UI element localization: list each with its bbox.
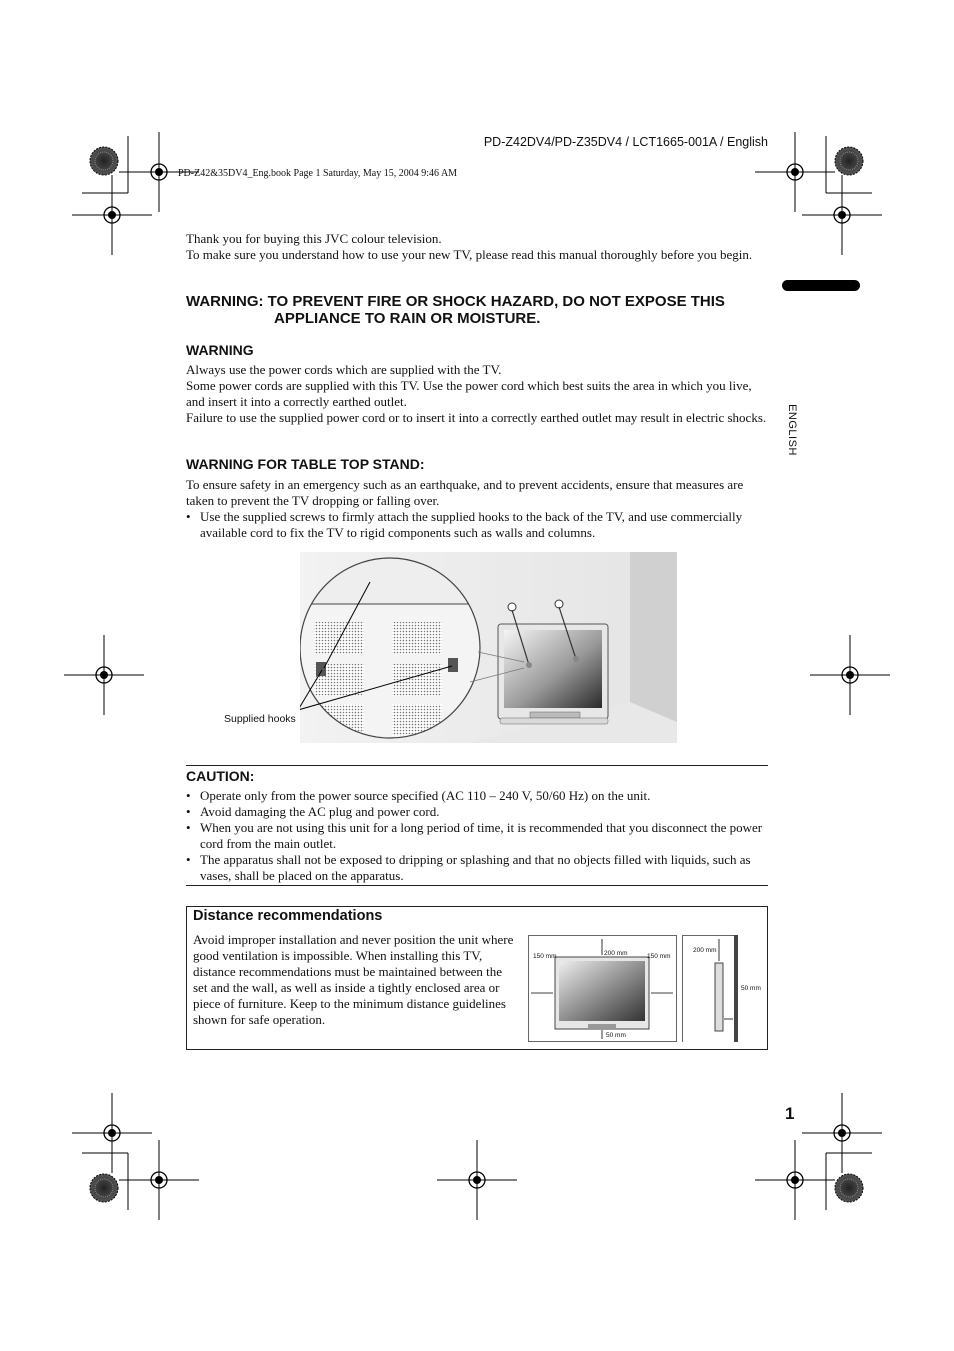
caution-list — [186, 788, 768, 884]
intro-line-2: To make sure you understand how to use your new TV, please read this manual thoroughly before you begin. — [186, 247, 753, 262]
side-back-label: 50 mm — [741, 985, 761, 992]
front-left-label: 150 mm — [533, 953, 557, 960]
main-warning-line-2: APPLIANCE TO RAIN OR MOISTURE. — [274, 310, 541, 327]
caution-item: • When you are not using this unit for a long period of time, it is recommended that you disconnect the power cord from the main outlet. — [186, 820, 768, 852]
warning-p1: Always use the power cords which are supplied with the TV. — [186, 362, 502, 377]
main-warning-line-1: WARNING: TO PREVENT FIRE OR SHOCK HAZARD, DO NOT EXPOSE THIS — [186, 293, 725, 310]
front-right-label: 150 mm — [647, 953, 671, 960]
model-number-line: PD-Z42DV4/PD-Z35DV4 / LCT1665-001A / English — [483, 135, 768, 149]
table-top-p1: To ensure safety in an emergency such as an earthquake, and to prevent accidents, ensure that measures are taken to prevent the TV dropping or falling over. — [186, 477, 744, 508]
warning-body — [186, 362, 768, 426]
distance-heading: Distance recommendations — [193, 908, 383, 924]
front-top-label: 200 mm — [604, 950, 628, 957]
table-top-bullet: • Use the supplied screws to firmly attach the supplied hooks to the back of the TV, and use commercially available cord to fix the TV to rigid components such as walls and columns. — [186, 509, 768, 541]
caution-heading: CAUTION: — [186, 768, 255, 784]
language-tab-bar — [782, 280, 860, 291]
book-info-line: PD-Z42&35DV4_Eng.book Page 1 Saturday, May 15, 2004 9:46 AM — [178, 168, 458, 179]
intro-line-1: Thank you for buying this JVC colour television. — [186, 231, 442, 246]
warning-heading: WARNING — [186, 342, 254, 358]
front-bottom-label: 50 mm — [606, 1032, 626, 1039]
main-warning — [186, 293, 776, 327]
front-clearance-diagram — [528, 935, 677, 1042]
warning-p3: Failure to use the supplied power cord or to insert it into a correctly earthed outlet may result in electric shocks. — [186, 410, 767, 425]
caution-top-rule — [186, 765, 768, 766]
tv-hooks-illustration — [300, 552, 677, 743]
supplied-hooks-label: Supplied hooks — [224, 713, 296, 725]
side-top-label: 200 mm — [693, 947, 717, 954]
intro-text — [186, 231, 768, 263]
warning-p2: Some power cords are supplied with this TV. Use the power cord which best suits the area in which you live, and insert it into a correctly earthed outlet. — [186, 378, 752, 409]
table-top-body — [186, 477, 768, 541]
caution-item: • Operate only from the power source specified (AC 110 – 240 V, 50/60 Hz) on the unit. — [186, 788, 768, 804]
caution-item: • The apparatus shall not be exposed to dripping or splashing and that no objects filled with liquids, such as vases, shall be placed on the apparatus. — [186, 852, 768, 884]
language-tab-label: ENGLISH — [786, 404, 798, 456]
table-top-heading: WARNING FOR TABLE TOP STAND: — [186, 456, 425, 472]
page-number: 1 — [785, 1104, 795, 1123]
distance-body: Avoid improper installation and never position the unit where good ventilation is impossible. When installing this TV, distance recommendations must be maintained between the set and the wall, as well as inside a tightly enclosed area or piece of furniture. Keep to the minimum distance guidelines shown for safe operation. — [193, 932, 514, 1027]
caution-bottom-rule — [186, 885, 768, 886]
caution-item: • Avoid damaging the AC plug and power cord. — [186, 804, 768, 820]
